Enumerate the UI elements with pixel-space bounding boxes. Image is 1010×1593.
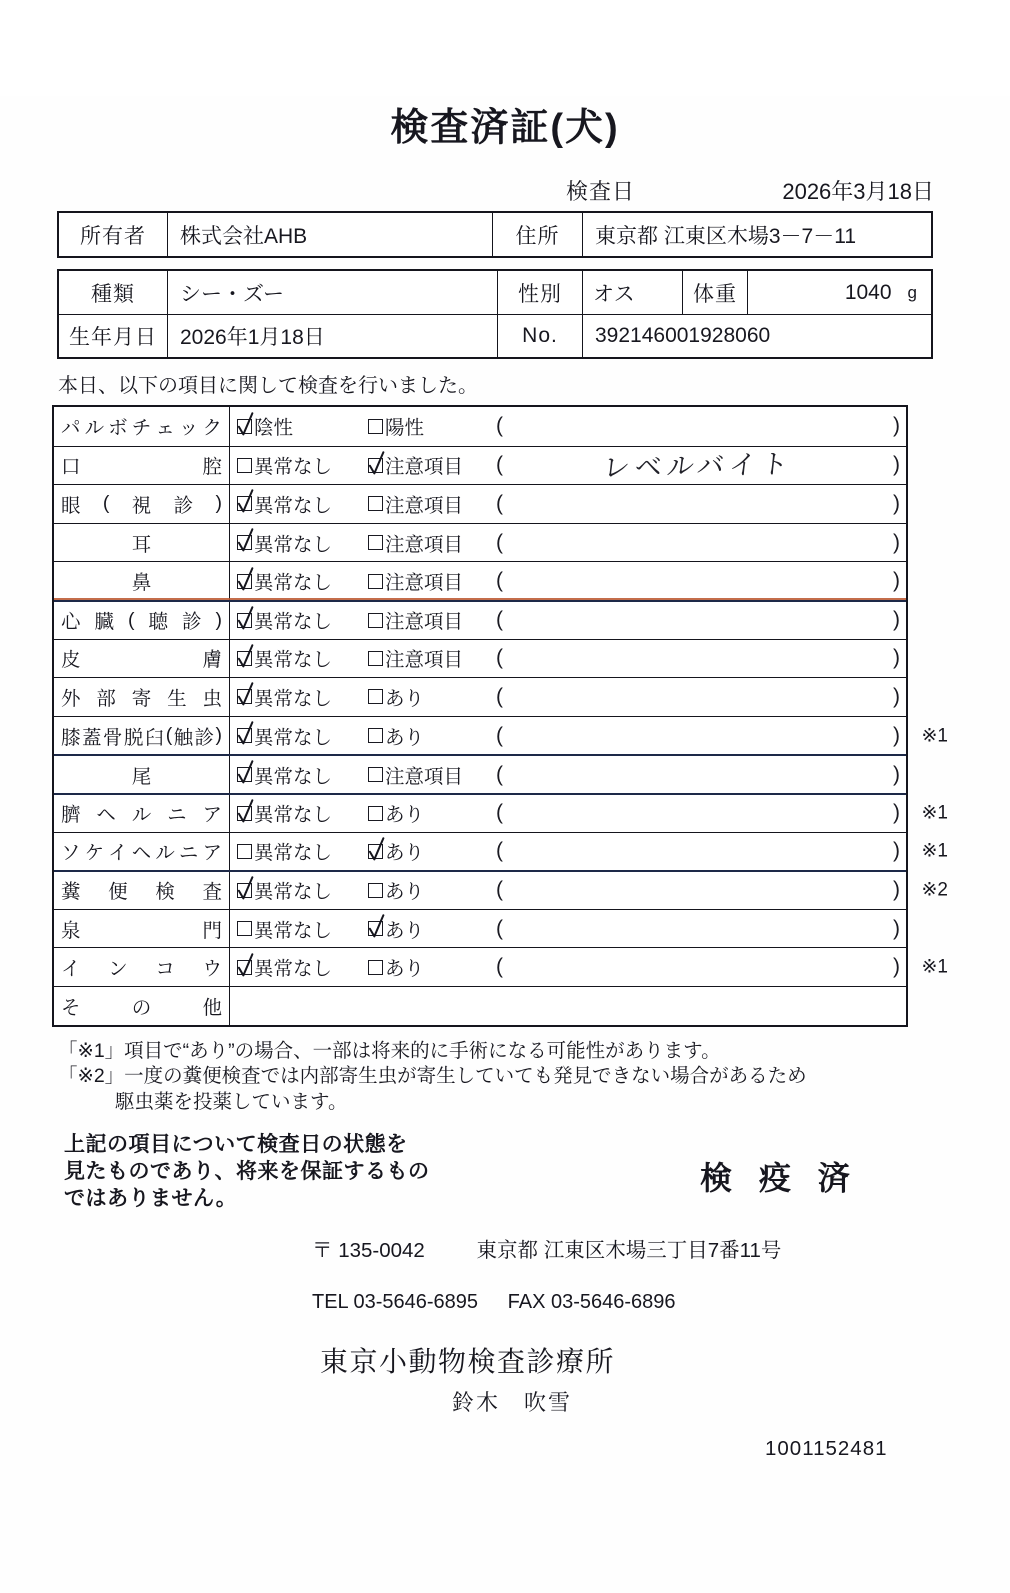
disclaimer-line: ではありません。	[64, 1187, 238, 1210]
checklist-row	[54, 446, 906, 485]
reference-mark: ※1	[921, 802, 948, 824]
option-2: あり	[368, 953, 496, 981]
option-2: 注意項目	[368, 490, 496, 518]
checkmark-icon	[235, 951, 256, 979]
option-1: 陰性	[237, 412, 368, 440]
sex-label: 性別	[497, 271, 582, 314]
checklist-row	[54, 832, 948, 871]
checklist-row	[54, 870, 948, 909]
paren-close: )	[893, 646, 900, 670]
inspection-date-value: 2026年3月18日	[782, 179, 934, 204]
species-row	[59, 271, 931, 314]
checkbox-checked-icon	[237, 651, 252, 666]
sex-value: オス	[582, 271, 682, 314]
option-1: 異常なし	[237, 722, 368, 750]
info-table	[57, 269, 933, 359]
checkbox-checked-icon	[368, 844, 383, 859]
closing-block	[0, 1131, 1010, 1223]
checkbox-checked-icon	[237, 419, 252, 434]
checklist-row	[54, 986, 906, 1025]
weight-unit: g	[907, 282, 917, 302]
paren-close: )	[893, 608, 900, 632]
no-label: No.	[497, 315, 582, 357]
clinic-address: 東京都 江東区木場三丁目7番11号	[476, 1239, 782, 1262]
option-2: 注意項目	[368, 761, 496, 789]
option-1: 異常なし	[237, 490, 368, 518]
checkbox-checked-icon	[368, 921, 383, 936]
certificate-page	[0, 96, 1010, 1593]
paren-open: (	[496, 839, 503, 863]
disclaimer-line: 見たものであり、将来を保証するもの	[64, 1160, 430, 1183]
option-2: あり	[368, 799, 496, 827]
option-2: あり	[368, 915, 496, 943]
checklist-item-result	[230, 407, 906, 446]
checkbox-unchecked-icon	[368, 535, 383, 550]
reference-mark: ※1	[921, 725, 948, 747]
checklist-row	[54, 677, 906, 716]
checkbox-unchecked-icon	[368, 651, 383, 666]
birth-value: 2026年1月18日	[167, 315, 497, 357]
checklist-item-label: ソ ケ イ ヘ ル ニ ア	[54, 833, 230, 871]
paren-open: (	[496, 530, 503, 554]
checklist-item-label: そ の 他	[54, 987, 230, 1025]
document-number: 1001152481	[765, 1437, 888, 1460]
checklist-item-result	[230, 717, 906, 755]
option-1: 異常なし	[237, 915, 368, 943]
checkbox-checked-icon	[237, 689, 252, 704]
option-1: 異常なし	[237, 606, 368, 634]
reference-mark: ※2	[921, 879, 948, 901]
checkbox-unchecked-icon	[368, 767, 383, 782]
checklist-row	[54, 600, 906, 639]
paren-close: )	[893, 916, 900, 940]
checklist-item-label: 尾	[54, 756, 230, 793]
checkbox-unchecked-icon	[368, 883, 383, 898]
checklist-item-result	[230, 562, 906, 600]
checkbox-checked-icon	[237, 960, 252, 975]
disclaimer-line: 上記の項目について検査日の状態を	[64, 1133, 408, 1156]
checklist-item-result	[230, 795, 906, 832]
checklist-item-label: 糞 便 検 査	[54, 872, 230, 909]
checklist-row	[54, 947, 948, 986]
option-1: 異常なし	[237, 683, 368, 711]
checkmark-icon	[235, 642, 256, 670]
checklist-row	[54, 716, 948, 755]
reference-mark: ※1	[921, 840, 948, 862]
species-label: 種類	[91, 282, 135, 306]
option-2: 注意項目	[368, 451, 496, 479]
checkbox-unchecked-icon	[368, 419, 383, 434]
checkbox-checked-icon	[237, 535, 252, 550]
footnote-line: 「※2」一度の糞便検査では内部寄生虫が寄生していても発見できない場合があるため	[58, 1065, 807, 1087]
checklist-item-label: 口 腔	[54, 447, 230, 485]
page-title: 検査済証(犬)	[390, 107, 620, 149]
paren-close: )	[893, 839, 900, 863]
species-value: シー・ズー	[167, 271, 497, 314]
checklist-item-label: 鼻	[54, 562, 230, 600]
checklist-item-result	[230, 640, 906, 678]
checkbox-unchecked-icon	[368, 728, 383, 743]
option-1: 異常なし	[237, 451, 368, 479]
paren-open: (	[496, 453, 503, 477]
paren-close: )	[893, 801, 900, 825]
checkbox-checked-icon	[237, 613, 252, 628]
checklist-row	[54, 561, 906, 600]
checklist-item-result	[230, 485, 906, 523]
option-2: あり	[368, 837, 496, 865]
checkmark-icon	[235, 874, 256, 902]
checkbox-unchecked-icon	[368, 689, 383, 704]
checkbox-checked-icon	[237, 883, 252, 898]
checkmark-icon	[235, 526, 256, 554]
checklist-item-label: パ ル ボ チ ェ ッ ク	[54, 407, 230, 446]
paren-close: )	[893, 453, 900, 477]
option-1: 異常なし	[237, 953, 368, 981]
clinic-tel-line	[312, 1291, 1010, 1314]
option-2: 注意項目	[368, 606, 496, 634]
checklist-row	[54, 523, 906, 562]
checklist-row	[54, 407, 906, 446]
checklist-item-result	[230, 987, 906, 1025]
option-1: 異常なし	[237, 644, 368, 672]
checklist-item-label: 膝 蓋 骨 脱 臼 ( 触 診 )	[54, 717, 230, 755]
checklist-row	[54, 793, 948, 832]
paren-open: (	[496, 916, 503, 940]
checkbox-unchecked-icon	[237, 844, 252, 859]
checkbox-unchecked-icon	[368, 960, 383, 975]
checkmark-icon	[235, 410, 256, 438]
address-value: 東京都 江東区木場3－7－11	[582, 213, 931, 256]
checkbox-unchecked-icon	[237, 458, 252, 473]
checkbox-checked-icon	[237, 728, 252, 743]
checklist-item-label: 心 臓 ( 聴 診 )	[54, 602, 230, 639]
checklist-item-label: 外 部 寄 生 虫	[54, 678, 230, 716]
checklist-table	[52, 405, 948, 1027]
checklist-item-label: イ ン コ ウ	[54, 948, 230, 986]
checklist-item-label: 眼 ( 視 診 )	[54, 485, 230, 523]
option-1: 異常なし	[237, 799, 368, 827]
option-1: 異常なし	[237, 567, 368, 595]
paren-open: (	[496, 762, 503, 786]
paren-close: )	[893, 414, 900, 438]
checklist-item-result	[230, 447, 906, 485]
checkmark-icon	[366, 449, 387, 477]
checklist-row	[54, 754, 906, 793]
option-2: 陽性	[368, 412, 496, 440]
handwritten-note: レベルバイト	[601, 448, 795, 483]
paren-close: )	[893, 762, 900, 786]
address-label: 住所	[492, 213, 582, 256]
paren-close: )	[893, 491, 900, 515]
footnotes	[58, 1039, 1010, 1116]
postal-code: 〒 135-0042	[312, 1239, 425, 1262]
checklist-item-result	[230, 833, 906, 871]
option-2: あり	[368, 722, 496, 750]
disclaimer	[64, 1131, 1010, 1212]
checklist-item-result	[230, 756, 906, 793]
owner-label: 所有者	[80, 224, 146, 248]
checkmark-icon	[235, 680, 256, 708]
checkmark-icon	[235, 487, 256, 515]
paren-close: )	[893, 955, 900, 979]
checklist-item-label: 皮 膚	[54, 640, 230, 678]
option-2: 注意項目	[368, 529, 496, 557]
checklist-item-result	[230, 602, 906, 639]
paren-open: (	[496, 414, 503, 438]
birth-row	[59, 314, 931, 357]
checkbox-unchecked-icon	[368, 613, 383, 628]
checkmark-icon	[235, 604, 256, 632]
paren-open: (	[496, 955, 503, 979]
checklist-item-label: 泉 門	[54, 910, 230, 948]
checkbox-checked-icon	[368, 458, 383, 473]
reference-mark: ※1	[921, 956, 948, 978]
checkbox-checked-icon	[237, 767, 252, 782]
option-2: 注意項目	[368, 644, 496, 672]
paren-close: )	[893, 878, 900, 902]
weight-label: 体重	[682, 271, 747, 314]
footnote-line: 駆虫薬を投薬しています。	[115, 1090, 348, 1113]
clinic-name: 東京小動物検査診療所	[320, 1346, 616, 1377]
owner-table	[57, 211, 933, 258]
paren-open: (	[496, 646, 503, 670]
quarantine-stamp: 検 疫 済	[700, 1160, 859, 1196]
option-1: 異常なし	[237, 761, 368, 789]
checklist-item-result	[230, 678, 906, 716]
checklist-item-result	[230, 524, 906, 562]
checkmark-icon	[235, 565, 256, 593]
clinic-fax: FAX 03-5646-6896	[507, 1291, 676, 1313]
paren-open: (	[496, 878, 503, 902]
clinic-tel: TEL 03-5646-6895	[312, 1291, 479, 1313]
checkmark-icon	[366, 912, 387, 940]
option-2: 注意項目	[368, 567, 496, 595]
checkbox-checked-icon	[237, 574, 252, 589]
intro-sentence: 本日、以下の項目に関して検査を行いました。	[58, 375, 478, 397]
paren-open: (	[496, 608, 503, 632]
weight-value: 1040	[844, 280, 892, 304]
option-1: 異常なし	[237, 529, 368, 557]
option-1: 異常なし	[237, 837, 368, 865]
paren-open: (	[496, 569, 503, 593]
checkbox-unchecked-icon	[368, 806, 383, 821]
owner-row	[59, 213, 931, 256]
checkmark-icon	[235, 758, 256, 786]
checkmark-icon	[235, 797, 256, 825]
option-2: あり	[368, 876, 496, 904]
vet-name: 鈴木 吹雪	[452, 1390, 573, 1415]
paren-close: )	[893, 569, 900, 593]
inspection-date-label: 検査日	[566, 179, 636, 204]
option-1: 異常なし	[237, 876, 368, 904]
paren-close: )	[893, 684, 900, 708]
paren-close: )	[893, 530, 900, 554]
checkbox-unchecked-icon	[368, 574, 383, 589]
footnote-line: 「※1」項目で“あり”の場合、一部は将来的に手術になる可能性があります。	[58, 1039, 721, 1062]
checkbox-unchecked-icon	[368, 496, 383, 511]
checkbox-unchecked-icon	[237, 921, 252, 936]
paren-open: (	[496, 491, 503, 515]
clinic-postal-line	[312, 1233, 1010, 1263]
checklist-row	[54, 639, 906, 678]
owner-value: 株式会社AHB	[167, 213, 492, 256]
checkbox-checked-icon	[237, 806, 252, 821]
inspection-date-row	[0, 175, 1010, 205]
checkmark-icon	[235, 719, 256, 747]
checklist-row	[54, 484, 906, 523]
checklist-row	[54, 909, 906, 948]
checkmark-icon	[366, 835, 387, 863]
checklist-item-result	[230, 872, 906, 909]
checklist-item-label: 臍 ヘ ル ニ ア	[54, 795, 230, 832]
paren-open: (	[496, 723, 503, 747]
paren-open: (	[496, 801, 503, 825]
checklist-item-result	[230, 948, 906, 986]
checkbox-checked-icon	[237, 496, 252, 511]
birth-label: 生年月日	[69, 326, 157, 349]
option-2: あり	[368, 683, 496, 711]
no-value: 392146001928060	[582, 315, 931, 357]
checklist-wrap	[52, 405, 948, 1027]
checklist-item-result	[230, 910, 906, 948]
checklist-item-label: 耳	[54, 524, 230, 562]
paren-close: )	[893, 723, 900, 747]
paren-open: (	[496, 684, 503, 708]
weight-value-cell	[747, 271, 931, 314]
